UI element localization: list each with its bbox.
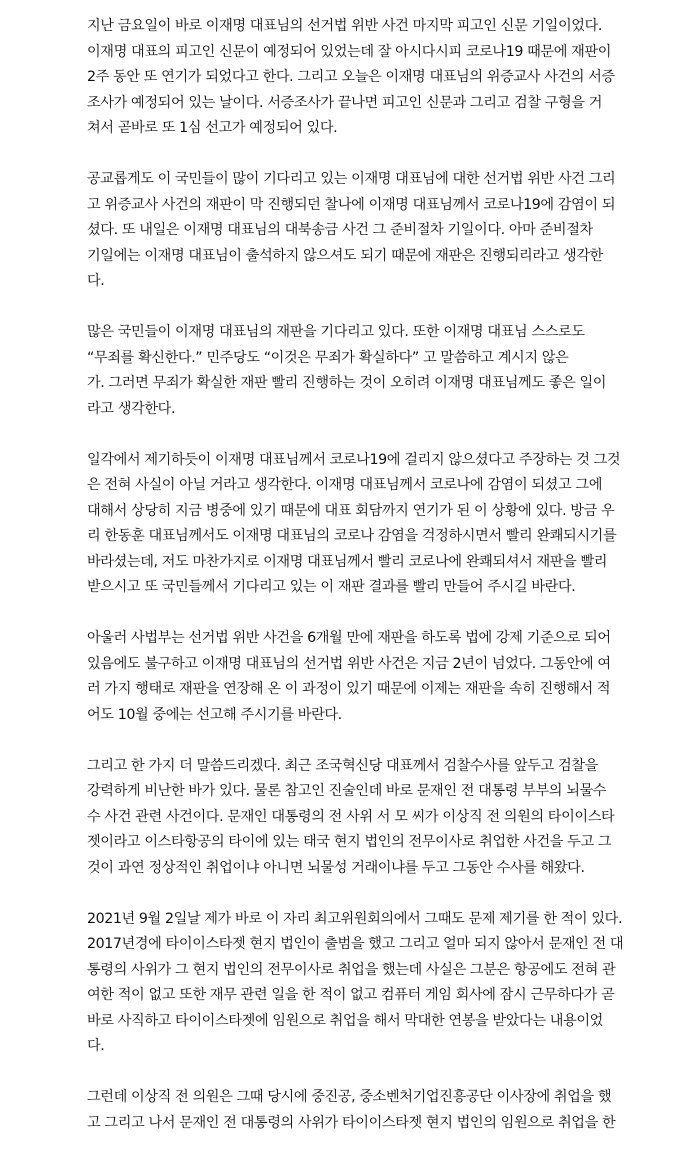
text-line: 2주 동안 또 연기가 되었다고 한다. 그리고 오늘은 이재명 대표님의 위증교사 사건의 서증: [87, 69, 615, 85]
text-line: 있음에도 불구하고 이재명 대표님의 선거법 위반 사건은 지금 2년이 넘었다. 그동안에 여: [87, 655, 611, 672]
text-line: 것이 과연 정상적인 취업이냐 아니면 뇌물성 거래이냐를 두고 그동안 수사를 해왔다.: [87, 859, 585, 876]
text-line: 일각에서 제기하듯이 이재명 대표님께서 코로나19에 걸리지 않으셨다고 주장하는 것 그것: [87, 451, 621, 468]
paragraph-1: [87, 14, 627, 142]
text-line: 다.: [87, 273, 105, 289]
text-line: 그리고 한 가지 더 말씀드리겠다. 최근 조국혁신당 대표께서 검찰수사를 앞두고 검찰을: [87, 757, 598, 774]
text-line: 그런데 이상직 전 의원은 그때 당시에 중진공, 중소벤처기업진흥공단 이사장에 취업을 했: [87, 1089, 612, 1105]
text-line: 바로 사직하고 타이이스타젯에 임원으로 취업을 해서 막대한 연봉을 받았다는 내용이었: [87, 1012, 603, 1029]
text-line: 라고 생각한다.: [87, 400, 176, 417]
paragraph-5: [87, 626, 627, 728]
text-line: 셨다. 또 내일은 이재명 대표님의 대북송금 사건 그 준비절차 기일이다. 아마 준비절차: [87, 222, 593, 238]
paragraph-2: [87, 167, 627, 295]
text-line: 강력하게 비난한 바가 있다. 물론 참고인 진술인데 바로 문재인 전 대통령 부부의 뇌물수: [87, 783, 607, 799]
text-line: 이재명 대표의 피고인 신문이 예정되어 있었는데 잘 아시다시피 코로나19 때문에 재판이: [87, 43, 612, 60]
text-line: 러 가지 행태로 재판을 연장해 온 이 과정이 있기 때문에 이제는 재판을 속히 진행해서 적: [87, 681, 611, 697]
text-line: 조사가 예정되어 있는 날이다. 서증조사가 끝나면 피고인 신문과 그리고 검찰 구형을 거: [87, 94, 602, 111]
text-line: 통령의 사위가 그 현지 법인의 전무이사로 취업을 했는데 사실은 그분은 항공에도 전혀 관: [87, 961, 616, 978]
text-line: 고 그리고 나서 문재인 전 대통령의 사위가 타이이스타젯 현지 법인의 임원으로 취업을 한: [87, 1114, 616, 1131]
paragraph-8: [87, 1085, 627, 1136]
text-line: 수 사건 관련 사건이다. 문재인 대통령의 전 사위 서 모 씨가 이상직 전 의원의 타이이스타: [87, 808, 615, 825]
text-line: 지난 금요일이 바로 이재명 대표님의 선거법 위반 사건 마지막 피고인 신문 기일이었다.: [87, 18, 602, 34]
text-line: 기일에는 이재명 대표님이 출석하지 않으셔도 되기 때문에 재판은 진행되리라고 생각한: [87, 247, 603, 264]
paragraph-6: [87, 754, 627, 882]
text-line: 고 위증교사 사건의 재판이 막 진행되던 찰나에 이재명 대표님께서 코로나19에 감염이 되: [87, 196, 616, 213]
text-line: 은 전혀 사실이 아닐 거라고 생각한다. 이재명 대표님께서 코로나에 감염이 되셨고 그에: [87, 477, 602, 493]
paragraph-3: [87, 320, 627, 422]
text-line: 많은 국민들이 이재명 대표님의 재판을 기다리고 있다. 또한 이재명 대표님 스스로도: [87, 324, 585, 340]
text-line: 리 한동훈 대표님께서도 이재명 대표님의 코로나 감염을 걱정하시면서 빨리 완쾌되시기를: [87, 528, 617, 544]
text-line: 2017년경에 타이이스타젯 현지 법인이 출범을 했고 그리고 얼마 되지 않아서 문재인 전 대: [87, 936, 624, 952]
text-line: 공교롭게도 이 국민들이 많이 기다리고 있는 이재명 대표님에 대한 선거법 위반 사건 그리: [87, 171, 616, 187]
text-line: 어도 10월 중에는 선고해 주시기를 바란다.: [87, 706, 342, 723]
paragraph-7: [87, 907, 627, 1060]
text-line: 바라셨는데, 저도 마찬가지로 이재명 대표님께서 빨리 코로나에 완쾌되셔서 재판을 빨리: [87, 553, 608, 570]
text-line: 젯이라고 이스타항공의 타이에 있는 태국 현지 법인의 전무이사로 취업한 사건을 두고 그: [87, 834, 612, 850]
text-line: “무죄를 확신한다.” 민주당도 “이것은 무죄가 확실하다” 고 말씀하고 계시지 않은: [87, 349, 569, 366]
text-line: 다.: [87, 1038, 105, 1054]
document-body: [87, 14, 627, 1162]
text-line: 2021년 9월 2일날 제가 바로 이 자리 최고위원회의에서 그때도 문제 제기를 한 적이 있다.: [87, 910, 623, 927]
text-line: 가. 그러면 무죄가 확실한 재판 빨리 진행하는 것이 오히려 이재명 대표님께도 좋은 일이: [87, 375, 607, 391]
paragraph-4: [87, 448, 627, 601]
text-line: 받으시고 또 국민들께서 기다리고 있는 이 재판 결과를 빨리 만들어 주시길 바란다.: [87, 579, 576, 595]
text-line: 쳐서 곧바로 또 1심 선고가 예정되어 있다.: [87, 120, 338, 136]
text-line: 여한 적이 없고 또한 재무 관련 일을 한 적이 없고 컴퓨터 게임 회사에 잠시 근무하다가 곧: [87, 987, 615, 1003]
text-line: 아울러 사법부는 선거법 위반 사건을 6개월 만에 재판을 하도록 법에 강제 기준으로 되어: [87, 630, 611, 646]
text-line: 대해서 상당히 지금 병중에 있기 때문에 대표 회담까지 연기가 된 이 상황에 있다. 방금 우: [87, 502, 615, 519]
